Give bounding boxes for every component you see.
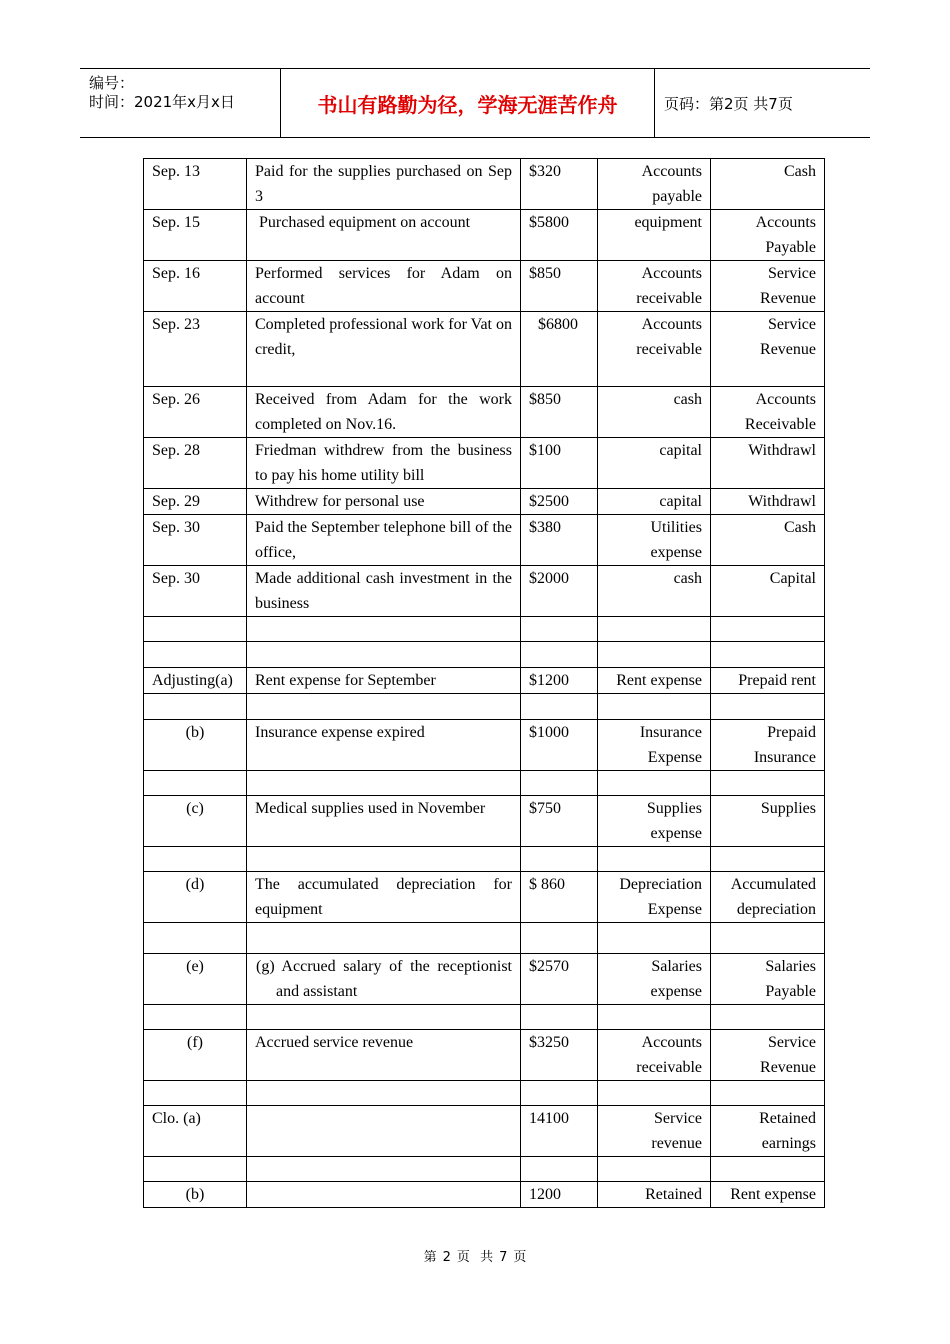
- debit-cell: Salaries expense: [598, 954, 711, 1005]
- blank-row: [144, 847, 825, 872]
- footer-ye: 页: [456, 1250, 470, 1265]
- date-cell: Adjusting(a): [144, 668, 247, 694]
- amount-cell: $380: [521, 515, 598, 566]
- amount-cell: $100: [521, 438, 598, 489]
- footer-total-pages: 7: [499, 1250, 508, 1265]
- date-cell: Sep. 26: [144, 387, 247, 438]
- date-cell: Sep. 16: [144, 261, 247, 312]
- table-row: [144, 954, 825, 1005]
- table-row: [144, 566, 825, 617]
- footer-gong: 共: [480, 1250, 494, 1265]
- header-page-label: 页码：第2页 共7页: [664, 94, 793, 113]
- table-row: [144, 1106, 825, 1157]
- amount-cell: $1200: [521, 668, 598, 694]
- debit-cell: Supplies expense: [598, 796, 711, 847]
- blank-row: [144, 1005, 825, 1030]
- credit-cell: Prepaid rent: [711, 668, 825, 694]
- table-row: [144, 1030, 825, 1081]
- credit-cell: Withdrawl: [711, 489, 825, 515]
- date-cell: (f): [144, 1030, 247, 1081]
- blank-row: [144, 923, 825, 954]
- description-cell: Purchased equipment on account: [247, 210, 521, 261]
- table-row: [144, 1182, 825, 1208]
- description-cell: Paid for the supplies purchased on Sep 3: [247, 159, 521, 210]
- table-row: [144, 159, 825, 210]
- debit-cell: Accounts receivable: [598, 312, 711, 387]
- debit-cell: Depreciation Expense: [598, 872, 711, 923]
- blank-row: [144, 1081, 825, 1106]
- page-header: [80, 68, 870, 138]
- date-cell: Sep. 13: [144, 159, 247, 210]
- debit-cell: Insurance Expense: [598, 720, 711, 771]
- credit-cell: Supplies: [711, 796, 825, 847]
- debit-cell: Rent expense: [598, 668, 711, 694]
- blank-row: [144, 617, 825, 642]
- description-cell: Medical supplies used in November: [247, 796, 521, 847]
- date-cell: Sep. 30: [144, 515, 247, 566]
- description-cell: Accrued service revenue: [247, 1030, 521, 1081]
- debit-cell: Accounts receivable: [598, 261, 711, 312]
- credit-cell: Service Revenue: [711, 1030, 825, 1081]
- date-cell: (d): [144, 872, 247, 923]
- time-label: 时间：2021年x月x日: [89, 93, 235, 111]
- table-row: [144, 720, 825, 771]
- credit-cell: Retained earnings: [711, 1106, 825, 1157]
- credit-cell: Accumulated depreciation: [711, 872, 825, 923]
- credit-cell: Accounts Receivable: [711, 387, 825, 438]
- page-footer: [0, 1246, 950, 1265]
- blank-row: [144, 1157, 825, 1182]
- table-row: [144, 515, 825, 566]
- description-cell: Completed professional work for Vat on credit,: [247, 312, 521, 387]
- amount-cell: $750: [521, 796, 598, 847]
- amount-cell: $2570: [521, 954, 598, 1005]
- amount-cell: $1000: [521, 720, 598, 771]
- blank-row: [144, 771, 825, 796]
- date-cell: (b): [144, 1182, 247, 1208]
- amount-cell: $3250: [521, 1030, 598, 1081]
- amount-cell: $ 860: [521, 872, 598, 923]
- amount-cell: $6800: [521, 312, 598, 387]
- table-row: [144, 387, 825, 438]
- debit-cell: cash: [598, 566, 711, 617]
- date-cell: Sep. 15: [144, 210, 247, 261]
- debit-cell: Accounts payable: [598, 159, 711, 210]
- credit-cell: Capital: [711, 566, 825, 617]
- description-cell: Withdrew for personal use: [247, 489, 521, 515]
- table-row: [144, 261, 825, 312]
- amount-cell: $2500: [521, 489, 598, 515]
- debit-cell: cash: [598, 387, 711, 438]
- journal-table: [143, 158, 825, 1208]
- description-cell: Insurance expense expired: [247, 720, 521, 771]
- date-cell: (e): [144, 954, 247, 1005]
- amount-cell: 1200: [521, 1182, 598, 1208]
- debit-cell: Utilities expense: [598, 515, 711, 566]
- amount-cell: $850: [521, 387, 598, 438]
- table-row: [144, 872, 825, 923]
- blank-row: [144, 694, 825, 720]
- description-cell: Performed services for Adam on account: [247, 261, 521, 312]
- number-label: 编号：: [89, 74, 135, 92]
- blank-row: [144, 642, 825, 668]
- footer-di: 第: [423, 1250, 437, 1265]
- debit-cell: capital: [598, 438, 711, 489]
- debit-cell: Accounts receivable: [598, 1030, 711, 1081]
- header-motto: 书山有路勤为径，学海无涯苦作舟: [281, 69, 655, 137]
- table-row: [144, 312, 825, 387]
- debit-cell: Retained: [598, 1182, 711, 1208]
- header-meta: [80, 69, 281, 137]
- amount-cell: $850: [521, 261, 598, 312]
- amount-cell: $5800: [521, 210, 598, 261]
- credit-cell: Salaries Payable: [711, 954, 825, 1005]
- amount-cell: $2000: [521, 566, 598, 617]
- description-cell: Made additional cash investment in the business: [247, 566, 521, 617]
- credit-cell: Service Revenue: [711, 261, 825, 312]
- credit-cell: Service Revenue: [711, 312, 825, 387]
- debit-cell: equipment: [598, 210, 711, 261]
- description-cell: Rent expense for September: [247, 668, 521, 694]
- amount-cell: 14100: [521, 1106, 598, 1157]
- table-row: [144, 489, 825, 515]
- footer-ye2: 页: [513, 1250, 527, 1265]
- credit-cell: Cash: [711, 515, 825, 566]
- table-row: [144, 210, 825, 261]
- description-cell: The accumulated depreciation for equipment: [247, 872, 521, 923]
- date-cell: Sep. 30: [144, 566, 247, 617]
- credit-cell: Prepaid Insurance: [711, 720, 825, 771]
- credit-cell: Withdrawl: [711, 438, 825, 489]
- table-row: [144, 438, 825, 489]
- credit-cell: Accounts Payable: [711, 210, 825, 261]
- description-cell: (g) Accrued salary of the receptionist and assistant: [247, 954, 521, 1005]
- debit-cell: Service revenue: [598, 1106, 711, 1157]
- table-row: [144, 796, 825, 847]
- date-cell: Clo. (a): [144, 1106, 247, 1157]
- description-cell: [247, 1106, 521, 1157]
- date-cell: (b): [144, 720, 247, 771]
- description-cell: Friedman withdrew from the business to pay his home utility bill: [247, 438, 521, 489]
- date-cell: Sep. 23: [144, 312, 247, 387]
- table-row: [144, 668, 825, 694]
- credit-cell: Rent expense: [711, 1182, 825, 1208]
- description-cell: Paid the September telephone bill of the office,: [247, 515, 521, 566]
- date-cell: Sep. 29: [144, 489, 247, 515]
- credit-cell: Cash: [711, 159, 825, 210]
- description-cell: [247, 1182, 521, 1208]
- debit-cell: capital: [598, 489, 711, 515]
- date-cell: Sep. 28: [144, 438, 247, 489]
- date-cell: (c): [144, 796, 247, 847]
- description-cell: Received from Adam for the work completed on Nov.16.: [247, 387, 521, 438]
- footer-page-number: 2: [442, 1250, 451, 1265]
- amount-cell: $320: [521, 159, 598, 210]
